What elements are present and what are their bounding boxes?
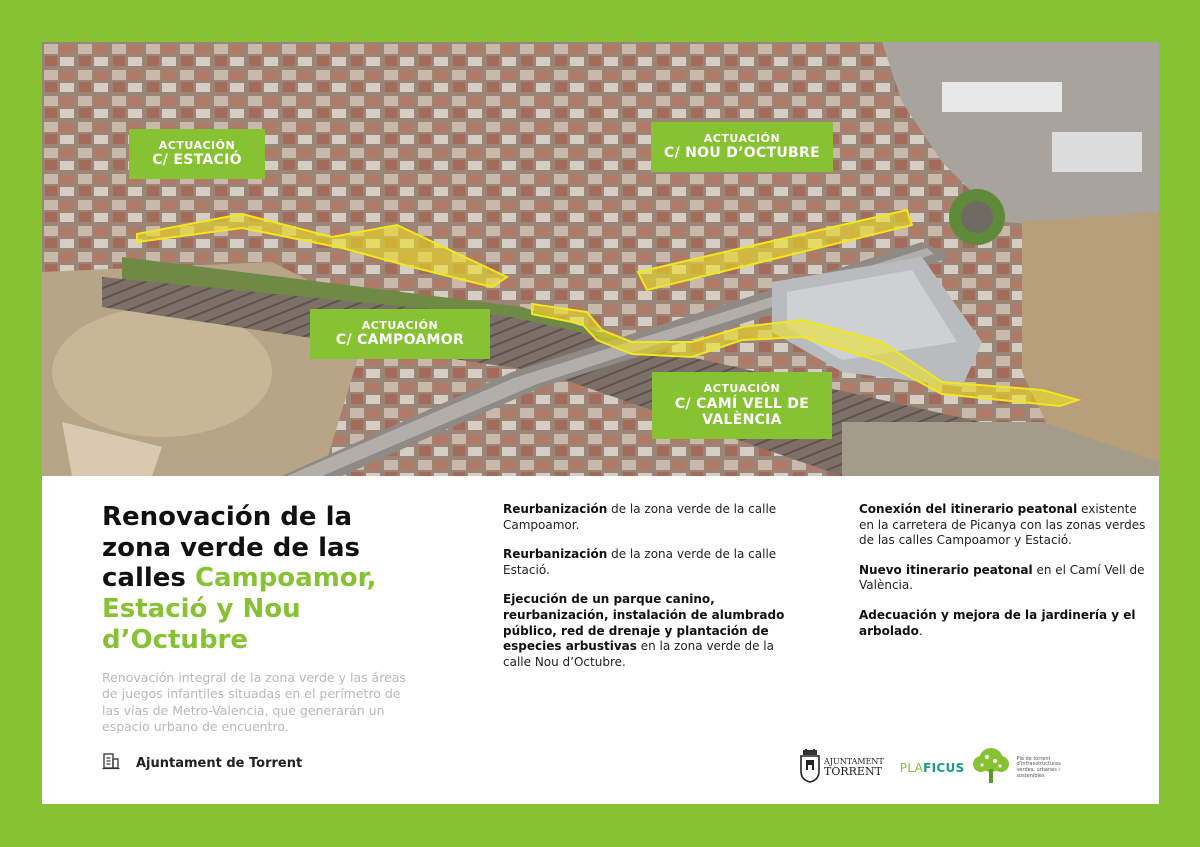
aerial-photo bbox=[42, 42, 1159, 476]
label-cami-kicker: ACTUACIÓN bbox=[703, 382, 781, 396]
label-nou-octubre bbox=[651, 122, 833, 172]
action-bold: Conexión del itinerario peatonal bbox=[859, 502, 1078, 516]
column-actions-2 bbox=[859, 502, 1151, 653]
label-campoamor bbox=[310, 309, 490, 359]
action-text: en el Camí Vell de València. bbox=[859, 562, 1145, 593]
plan-description: Pla de torrent d'infraestructures verdes, urbanes i sostenibles bbox=[1016, 755, 1061, 779]
action-item bbox=[859, 502, 1151, 549]
title-main: Renovación de la zona verde de las calles bbox=[102, 502, 361, 594]
action-item bbox=[503, 502, 803, 533]
label-cami-street-1: C/ CAMÍ VELL DE bbox=[674, 395, 810, 412]
action-text: de la zona verde de la calle Estació. bbox=[503, 547, 777, 577]
label-estacio bbox=[129, 129, 265, 179]
aerial-illustration bbox=[42, 42, 1159, 476]
logo-ajuntament bbox=[799, 749, 884, 787]
label-campoamor-kicker: ACTUACIÓN bbox=[361, 318, 439, 332]
label-nou-kicker: ACTUACIÓN bbox=[703, 131, 781, 145]
action-item bbox=[503, 592, 803, 670]
logos bbox=[799, 748, 1060, 788]
ayto-line2: TORRENT bbox=[824, 765, 882, 779]
plaficus-ficus: FICUS bbox=[923, 761, 965, 775]
author-name: Ajuntament de Torrent bbox=[136, 755, 303, 771]
action-text: de la zona verde de la calle Campoamor. bbox=[503, 502, 777, 532]
coat-of-arms-icon bbox=[799, 749, 821, 787]
label-estacio-street: C/ ESTACIÓ bbox=[152, 152, 242, 169]
tree-icon bbox=[970, 747, 1012, 789]
action-item bbox=[859, 563, 1151, 594]
label-campoamor-street: C/ CAMPOAMOR bbox=[335, 332, 465, 349]
poster-sheet bbox=[42, 42, 1159, 804]
column-actions-1 bbox=[503, 502, 803, 684]
action-item bbox=[503, 547, 803, 578]
building-icon bbox=[102, 752, 120, 774]
label-nou-street: C/ NOU D’OCTUBRE bbox=[664, 145, 820, 162]
label-estacio-kicker: ACTUACIÓN bbox=[158, 138, 236, 152]
action-text: en la zona verde de la calle Nou d’Octubre. bbox=[503, 639, 774, 669]
action-bold: Reurbanización bbox=[503, 502, 608, 516]
plaficus-pla: PLA bbox=[899, 761, 924, 775]
action-bold: Nuevo itinerario peatonal bbox=[859, 562, 1033, 577]
title-highlight: Campoamor, Estació y Nou d’Octubre bbox=[102, 563, 377, 655]
action-bold: Ejecución de un parque canino, reurbanización, instalación de alumbrado público, red de drenaje y plantación de especies arbustivas bbox=[503, 592, 785, 654]
page-title bbox=[102, 502, 422, 655]
info-panel bbox=[42, 476, 1159, 804]
logo-plaficus bbox=[900, 761, 965, 775]
action-text: existente en la carretera de Picanya con las zonas verdes de las calles Campoamor y Estació. bbox=[859, 502, 1146, 548]
action-text: . bbox=[918, 623, 923, 638]
action-bold: Reurbanización bbox=[503, 547, 608, 562]
action-item bbox=[859, 608, 1151, 639]
subtitle: Renovación integral de la zona verde y las áreas de juegos infantiles situadas en el perímetro de las vías de Metro-Valencia, que generarán un espacio urbano de encuentro. bbox=[102, 670, 406, 734]
author bbox=[102, 752, 302, 774]
label-cami-street-2: VALÈNCIA bbox=[702, 411, 782, 428]
label-cami-vell bbox=[652, 372, 832, 439]
ayto-line1: AJUNTAMENT bbox=[824, 757, 884, 767]
action-bold: Adecuación y mejora de la jardinería y el arbolado bbox=[859, 607, 1136, 638]
